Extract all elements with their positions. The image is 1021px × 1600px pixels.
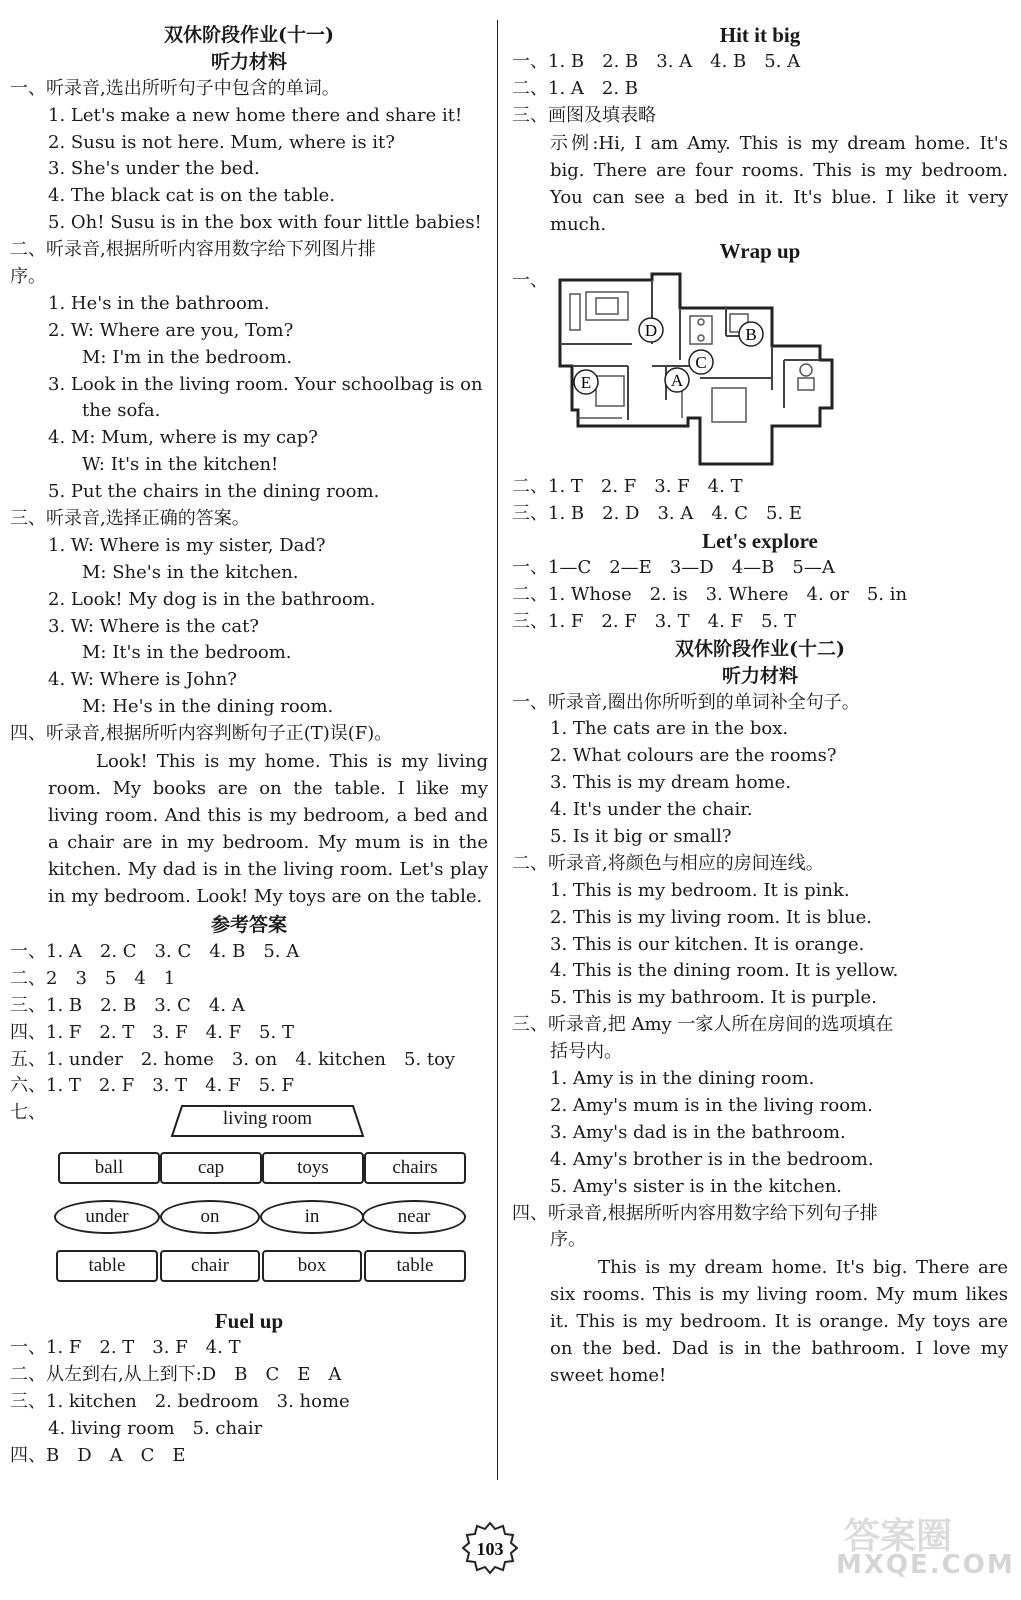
p2-item: 1. This is my bedroom. It is pink. (550, 879, 850, 901)
lets-explore-heading: Let's explore (702, 529, 818, 554)
q1-item: 2. Susu is not here. Mum, where is it? (48, 131, 395, 153)
question-2-title: 二、听录音,根据所听内容用数字给下列图片排 (10, 239, 376, 261)
wrap-answer: 二、1. T 2. F 3. F 4. T (512, 476, 743, 498)
question-1-title: 一、听录音,选出所听句子中包含的单词。 (10, 77, 340, 99)
answer-row: 四、1. F 2. T 3. F 4. F 5. T (10, 1021, 294, 1043)
column-divider (497, 20, 498, 1480)
place-box: chair (160, 1250, 260, 1282)
p4-title: 四、听录音,根据所听内容用数字给下列句子排 (512, 1202, 878, 1224)
q2-line: 3. Look in the living room. Your schoolbag is on (48, 373, 483, 395)
listening-heading: 听力材料 (210, 50, 287, 73)
page-number-badge (462, 1520, 518, 1576)
question-4-title: 四、听录音,根据所听内容判断句子正(T)误(F)。 (10, 723, 393, 745)
living-room-diagram (10, 1100, 488, 1308)
answer-row: 一、1. A 2. C 3. C 4. B 5. A (10, 940, 300, 962)
wrap-up-heading: Wrap up (719, 238, 801, 263)
plan-label-e: E (580, 373, 592, 393)
q3-line: 2. Look! My dog is in the bathroom. (48, 588, 376, 610)
q3-line: M: He's in the dining room. (82, 696, 334, 718)
q3-line: M: She's in the kitchen. (82, 561, 299, 583)
explore-answer: 一、1—C 2—E 3—D 4—B 5—A (512, 557, 835, 579)
floor-plan (512, 264, 1008, 474)
q4-passage-text: Look! This is my home. This is my living room. My books are on the table. I like my living room. And this is my bedroom, a bed and a chair are in my bedroom. My mum is in the kitchen. My dad is in the living room. Let's play in my bedroom. Look! My toys are on the table. (48, 751, 488, 908)
q1-item: 5. Oh! Susu is in the box with four little babies! (48, 212, 482, 234)
p3-item: 5. Amy's sister is in the kitchen. (550, 1175, 843, 1197)
q1-item: 1. Let's make a new home there and share it! (48, 104, 463, 126)
wrap-q1-label: 一、 (512, 270, 548, 292)
q2-line: 2. W: Where are you, Tom? (48, 319, 294, 341)
p1-item: 3. This is my dream home. (550, 772, 792, 794)
watermark (836, 1508, 1015, 1586)
q1-item: 3. She's under the bed. (48, 158, 260, 180)
q2-line: M: I'm in the bedroom. (82, 346, 293, 368)
watermark-logo-text: 答案圈 (844, 1516, 953, 1557)
hit-it-big-heading: Hit it big (719, 23, 801, 47)
preposition-oval: near (362, 1200, 466, 1234)
hit-answer: 三、画图及填表略 (512, 104, 656, 126)
object-box: ball (58, 1152, 160, 1184)
q3-line: M: It's in the bedroom. (82, 642, 292, 664)
plan-label-d: D (644, 321, 658, 341)
left-column (10, 22, 488, 1470)
answer-row: 三、1. B 2. B 3. C 4. A (10, 994, 245, 1016)
object-box: chairs (364, 1152, 466, 1184)
plan-label-b: B (745, 325, 757, 345)
right-column (512, 22, 1008, 1389)
q2-line: the sofa. (82, 400, 161, 422)
hit-example: 示例:Hi, I am Amy. This is my dream home. It's big. There are four rooms. This is my bedroom. You can see a bed in it. It's blue. I like it very much. (550, 132, 1008, 235)
answer-row: 二、2 3 5 4 1 (10, 967, 176, 989)
p1-item: 5. Is it big or small? (550, 826, 732, 848)
q2-line: 5. Put the chairs in the dining room. (48, 481, 380, 503)
p3-item: 3. Amy's dad is in the bathroom. (550, 1121, 846, 1143)
explore-answer: 三、1. F 2. F 3. T 4. F 5. T (512, 610, 796, 632)
plan-label-c: C (695, 353, 707, 373)
p3-title: 三、听录音,把 Amy 一家人所在房间的选项填在 (512, 1014, 894, 1036)
fuel-answer: 三、1. kitchen 2. bedroom 3. home (10, 1390, 350, 1412)
fuel-answer: 一、1. F 2. T 3. F 4. T (10, 1337, 241, 1359)
watermark-url: MXQE.COM (836, 1550, 1015, 1580)
preposition-oval: on (160, 1200, 260, 1234)
section-title-12: 双休阶段作业(十二) (675, 637, 845, 660)
p2-title: 二、听录音,将颜色与相应的房间连线。 (512, 852, 824, 874)
q3-line: 1. W: Where is my sister, Dad? (48, 534, 326, 556)
roof-label: living room (222, 1108, 313, 1130)
p1-title: 一、听录音,圈出你所听到的单词补全句子。 (512, 691, 860, 713)
page-number: 103 (476, 1539, 504, 1559)
plan-label-a: A (670, 371, 684, 391)
p2-item: 3. This is our kitchen. It is orange. (550, 933, 865, 955)
listening-heading-12: 听力材料 (721, 664, 798, 687)
p1-item: 4. It's under the chair. (550, 799, 753, 821)
preposition-oval: in (260, 1200, 364, 1234)
wrap-answer: 三、1. B 2. D 3. A 4. C 5. E (512, 503, 803, 525)
q1-item: 4. The black cat is on the table. (48, 185, 336, 207)
p3-title-cont: 括号内。 (550, 1041, 622, 1063)
q3-line: 4. W: Where is John? (48, 669, 237, 691)
answers-heading: 参考答案 (210, 914, 287, 937)
p4-title-cont: 序。 (550, 1229, 586, 1251)
object-box: toys (262, 1152, 364, 1184)
q7-label: 七、 (10, 1102, 46, 1124)
fuel-answer: 二、从左到右,从上到下:D B C E A (10, 1364, 342, 1386)
p2-item: 5. This is my bathroom. It is purple. (550, 987, 877, 1009)
question-2-title-cont: 序。 (10, 266, 46, 288)
fuel-answer: 四、B D A C E (10, 1444, 186, 1466)
fuel-up-heading: Fuel up (214, 1309, 284, 1334)
p3-item: 4. Amy's brother is in the bedroom. (550, 1148, 874, 1170)
p2-item: 4. This is the dining room. It is yellow. (550, 960, 899, 982)
p2-item: 2. This is my living room. It is blue. (550, 906, 872, 928)
p4-passage-text: This is my dream home. It's big. There are six rooms. This is my living room. My mum likes it. This is my bedroom. It is orange. My toys are on the bed. Dad is in the bathroom. I love my sweet home! (550, 1257, 1008, 1387)
floor-plan-drawing (552, 270, 842, 468)
p3-item: 1. Amy is in the dining room. (550, 1068, 815, 1090)
q2-line: W: It's in the kitchen! (82, 454, 279, 476)
q2-line: 1. He's in the bathroom. (48, 292, 270, 314)
place-box: table (56, 1250, 158, 1282)
place-box: box (262, 1250, 362, 1282)
p4-passage (512, 1254, 1008, 1389)
p1-item: 1. The cats are in the box. (550, 718, 789, 740)
answer-row: 五、1. under 2. home 3. on 4. kitchen 5. toy (10, 1048, 456, 1070)
q2-line: 4. M: Mum, where is my cap? (48, 427, 318, 449)
place-box: table (364, 1250, 466, 1282)
explore-answer: 二、1. Whose 2. is 3. Where 4. or 5. in (512, 584, 908, 606)
hit-answer: 二、1. A 2. B (512, 77, 639, 99)
section-title-11: 双休阶段作业(十一) (164, 24, 334, 46)
answer-row: 六、1. T 2. F 3. T 4. F 5. F (10, 1075, 294, 1097)
preposition-oval: under (54, 1200, 160, 1234)
q3-line: 3. W: Where is the cat? (48, 615, 259, 637)
object-box: cap (160, 1152, 262, 1184)
p1-item: 2. What colours are the rooms? (550, 745, 837, 767)
hit-answer: 一、1. B 2. B 3. A 4. B 5. A (512, 50, 801, 72)
q4-passage (10, 748, 488, 910)
question-3-title: 三、听录音,选择正确的答案。 (10, 508, 250, 530)
p3-item: 2. Amy's mum is in the living room. (550, 1094, 873, 1116)
fuel-answer: 4. living room 5. chair (48, 1417, 263, 1439)
